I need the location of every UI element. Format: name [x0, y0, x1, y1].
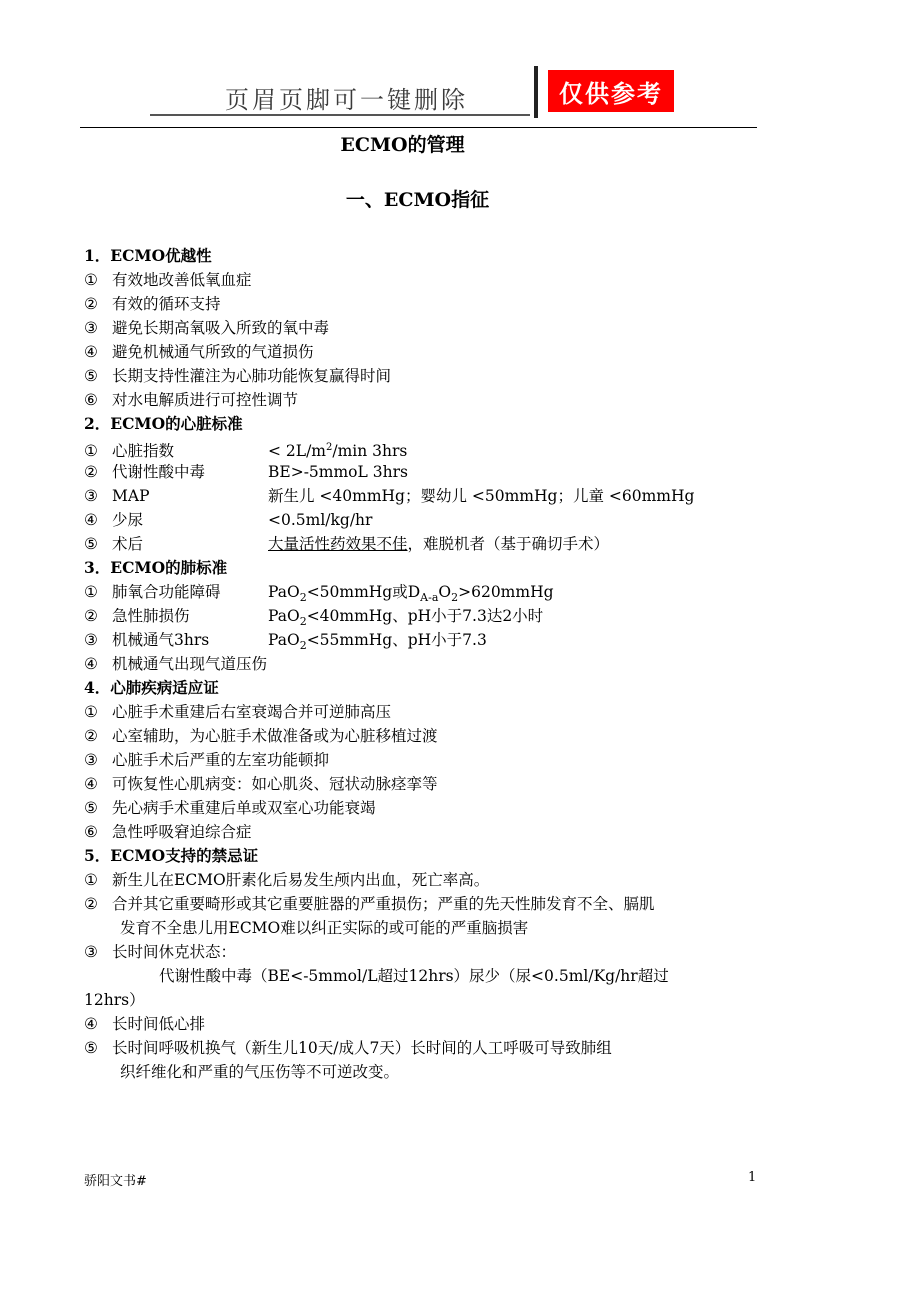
list-item: ② 心室辅助，为心脏手术做准备或为心脏移植过渡: [84, 727, 438, 745]
list-item: ② 合并其它重要畸形或其它重要脏器的严重损伤；严重的先天性肺发育不全、膈肌: [84, 895, 655, 913]
list-item: ① 新生儿在ECMO肝素化后易发生颅内出血，死亡率高。: [84, 871, 490, 889]
list-item: ④ 机械通气出现气道压伤: [84, 655, 268, 673]
list-item: ③ 机械通气3hrs PaO$_2$<55mmHg、pH小于7.3: [84, 631, 487, 653]
section-title: 一、ECMO指征: [345, 189, 490, 211]
list-item: ③ MAP 新生儿 <40mmHg；婴幼儿 <50mmHg；儿童 <60mmHg: [84, 487, 695, 505]
subheading-contraindications: 5．ECMO支持的禁忌证: [84, 846, 259, 865]
list-item-continuation: 织纤维化和严重的气压伤等不可逆改变。: [120, 1063, 400, 1081]
list-item-continuation: 代谢性酸中毒（BE<-5mmol/L超过12hrs）尿少（尿<0.5ml/Kg/hr超过: [159, 967, 669, 985]
footer-text: 骄阳文书#: [84, 1174, 147, 1189]
subheading-advantages: 1．ECMO优越性: [84, 246, 212, 265]
header-banner-text: 页眉页脚可一键删除: [225, 86, 468, 114]
list-item: ① 有效地改善低氧血症: [84, 271, 252, 289]
list-item: ⑥ 急性呼吸窘迫综合症: [84, 823, 252, 841]
list-item: ⑤ 术后 大量活性药效果不佳，难脱机者（基于确切手术）: [84, 535, 610, 553]
document-body: [84, 244, 764, 1084]
list-item: ② 代谢性酸中毒 BE>-5mmoL 3hrs: [84, 463, 408, 481]
subheading-cardiac-criteria: 2．ECMO的心脏标准: [84, 414, 243, 433]
reference-stamp: 仅供参考: [548, 70, 674, 112]
list-item: ④ 避免机械通气所致的气道损伤: [84, 343, 314, 361]
list-item: ④ 可恢复性心肌病变：如心肌炎、冠状动脉痉挛等: [84, 775, 438, 793]
subheading-indications: 4．心肺疾病适应证: [84, 678, 219, 697]
header-banner: [150, 62, 680, 120]
page-number: 1: [748, 1170, 757, 1185]
list-item: ⑤ 长期支持性灌注为心肺功能恢复赢得时间: [84, 367, 392, 385]
list-item-continuation: 发育不全患儿用ECMO难以纠正实际的或可能的严重脑损害: [120, 919, 529, 937]
header-divider: [534, 66, 538, 118]
list-item: ④ 少尿 <0.5ml/kg/hr: [84, 511, 373, 529]
list-item: ② 急性肺损伤 PaO$_2$<40mmHg、pH小于7.3达2小时: [84, 607, 544, 629]
document-title: ECMO的管理: [340, 134, 465, 156]
list-item: ② 有效的循环支持: [84, 295, 221, 313]
list-item: ③ 长时间休克状态：: [84, 943, 237, 961]
header-underline: [150, 114, 530, 116]
header-rule: [80, 127, 757, 128]
list-item: ⑤ 长时间呼吸机换气（新生儿10天/成人7天）长时间的人工呼吸可导致肺组: [84, 1039, 612, 1057]
list-item: ① 心脏手术重建后右室衰竭合并可逆肺高压: [84, 703, 392, 721]
list-item: ④ 长时间低心排: [84, 1015, 206, 1033]
list-item: ① 心脏指数 < $2L/m^2/\min$ 3hrs: [84, 442, 408, 461]
list-item: ③ 避免长期高氧吸入所致的氧中毒: [84, 319, 330, 337]
subheading-lung-criteria: 3．ECMO的肺标准: [84, 558, 228, 577]
list-item: ⑤ 先心病手术重建后单或双室心功能衰竭: [84, 799, 376, 817]
list-item: ③ 心脏手术后严重的左室功能顿抑: [84, 751, 330, 769]
list-item-continuation: 12hrs）: [84, 991, 145, 1009]
list-item: ① 肺氧合功能障碍 PaO$_2$<50mmHg或$D_{A-a}O_2>620mmHg$: [84, 583, 554, 605]
list-item: ⑥ 对水电解质进行可控性调节: [84, 391, 299, 409]
